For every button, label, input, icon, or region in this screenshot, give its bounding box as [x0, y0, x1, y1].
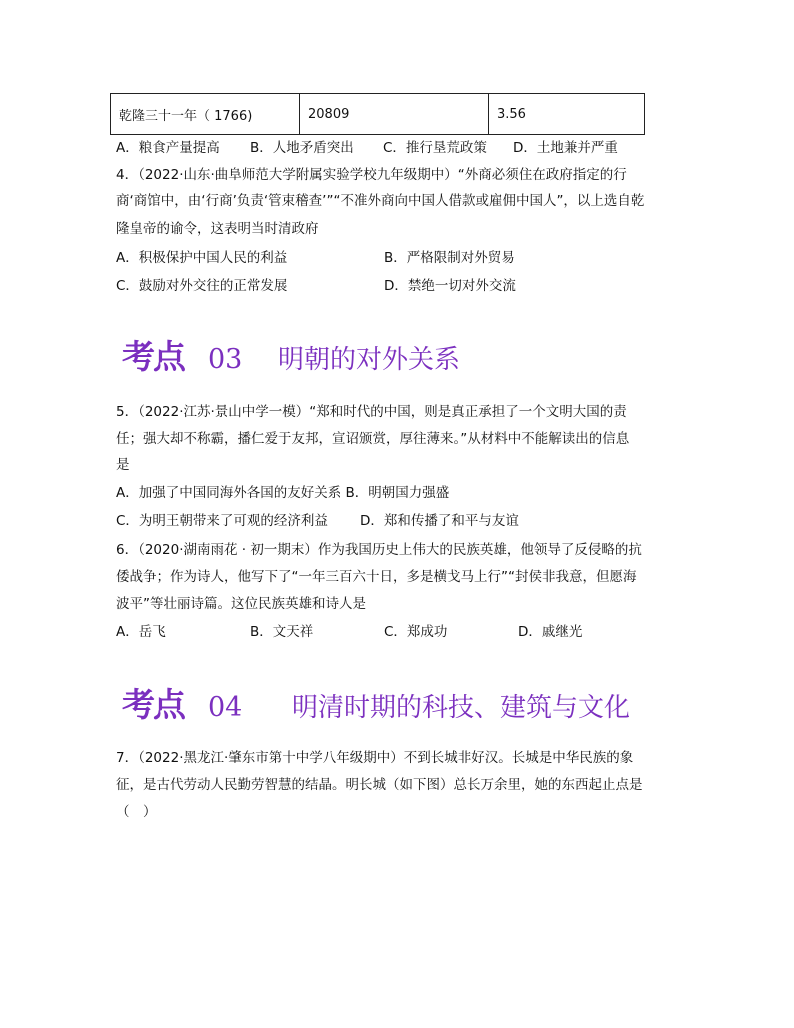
- table-cell-population: 20809: [300, 94, 489, 135]
- table-cell-year: 乾隆三十一年（ 1766): [111, 94, 300, 135]
- question-5-line-3: 是: [116, 457, 130, 473]
- question-6-line-1: 6．（2020·湖南雨花 · 初一期末）作为我国历史上伟大的民族英雄，他领导了反侵略的抗: [116, 542, 642, 558]
- question-5-line-2: 任；强大却不称霸，播仁爱于友邦，宣诏颁赏，厚往薄来。”从材料中不能解读出的信息: [116, 431, 630, 447]
- question-6-line-2: 倭战争；作为诗人，他写下了“一年三百六十日，多是横戈马上行”“封侯非我意，但愿海: [116, 569, 637, 585]
- question-7-line-2: 征，是古代劳动人民勤劳智慧的结晶。明长城（如下图）总长万余里，她的东西起止点是: [116, 777, 643, 793]
- table-cell-per-capita: 3.56: [489, 94, 645, 135]
- option-b[interactable]: B．人地矛盾突出: [250, 140, 354, 156]
- option-a[interactable]: A．岳飞: [116, 624, 166, 640]
- question-6-line-3: 波平”等壮丽诗篇。这位民族英雄和诗人是: [116, 596, 366, 612]
- option-c[interactable]: C．郑成功: [384, 624, 448, 640]
- table-row: [111, 94, 645, 135]
- section-number: 03: [208, 344, 243, 375]
- option-d[interactable]: D．郑和传播了和平与友谊: [360, 513, 519, 529]
- section-title: 明清时期的科技、建筑与文化: [292, 693, 631, 723]
- kaodian-badge: 考点: [122, 685, 184, 724]
- option-a[interactable]: A．粮食产量提高: [116, 140, 220, 156]
- section-title: 明朝的对外关系: [278, 345, 461, 375]
- question-4-line-1: 4．（2022·山东·曲阜师范大学附属实验学校九年级期中）“外商必须住在政府指定的行: [116, 167, 627, 183]
- question-4-line-3: 隆皇帝的谕令，这表明当时清政府: [116, 221, 319, 237]
- option-a-b[interactable]: A．加强了中国同海外各国的友好关系 B．明朝国力强盛: [116, 485, 450, 501]
- option-b[interactable]: B．文天祥: [250, 624, 314, 640]
- option-c[interactable]: C．为明王朝带来了可观的经济利益: [116, 513, 328, 529]
- kaodian-badge: 考点: [122, 337, 184, 376]
- option-d[interactable]: D．戚继光: [518, 624, 583, 640]
- option-b[interactable]: B．严格限制对外贸易: [384, 250, 515, 266]
- question-5-line-1: 5．（2022·江苏·景山中学一模）“郑和时代的中国，则是真正承担了一个文明大国的责: [116, 404, 627, 420]
- question-7-line-3: （ ）: [116, 804, 157, 820]
- population-table: [110, 93, 645, 135]
- option-a[interactable]: A．积极保护中国人民的利益: [116, 250, 288, 266]
- question-7-line-1: 7．（2022·黑龙江·肇东市第十中学八年级期中）不到长城非好汉。长城是中华民族的象: [116, 750, 634, 766]
- section-number: 04: [208, 692, 243, 723]
- question-4-line-2: 商‘商馆中，由‘行商’负责‘管束稽查’”“不准外商向中国人借款或雇佣中国人”，以上选自乾: [116, 193, 645, 209]
- option-d[interactable]: D．土地兼并严重: [513, 140, 618, 156]
- option-d[interactable]: D．禁绝一切对外交流: [384, 278, 516, 294]
- option-c[interactable]: C．鼓励对外交往的正常发展: [116, 278, 288, 294]
- option-c[interactable]: C．推行垦荒政策: [383, 140, 487, 156]
